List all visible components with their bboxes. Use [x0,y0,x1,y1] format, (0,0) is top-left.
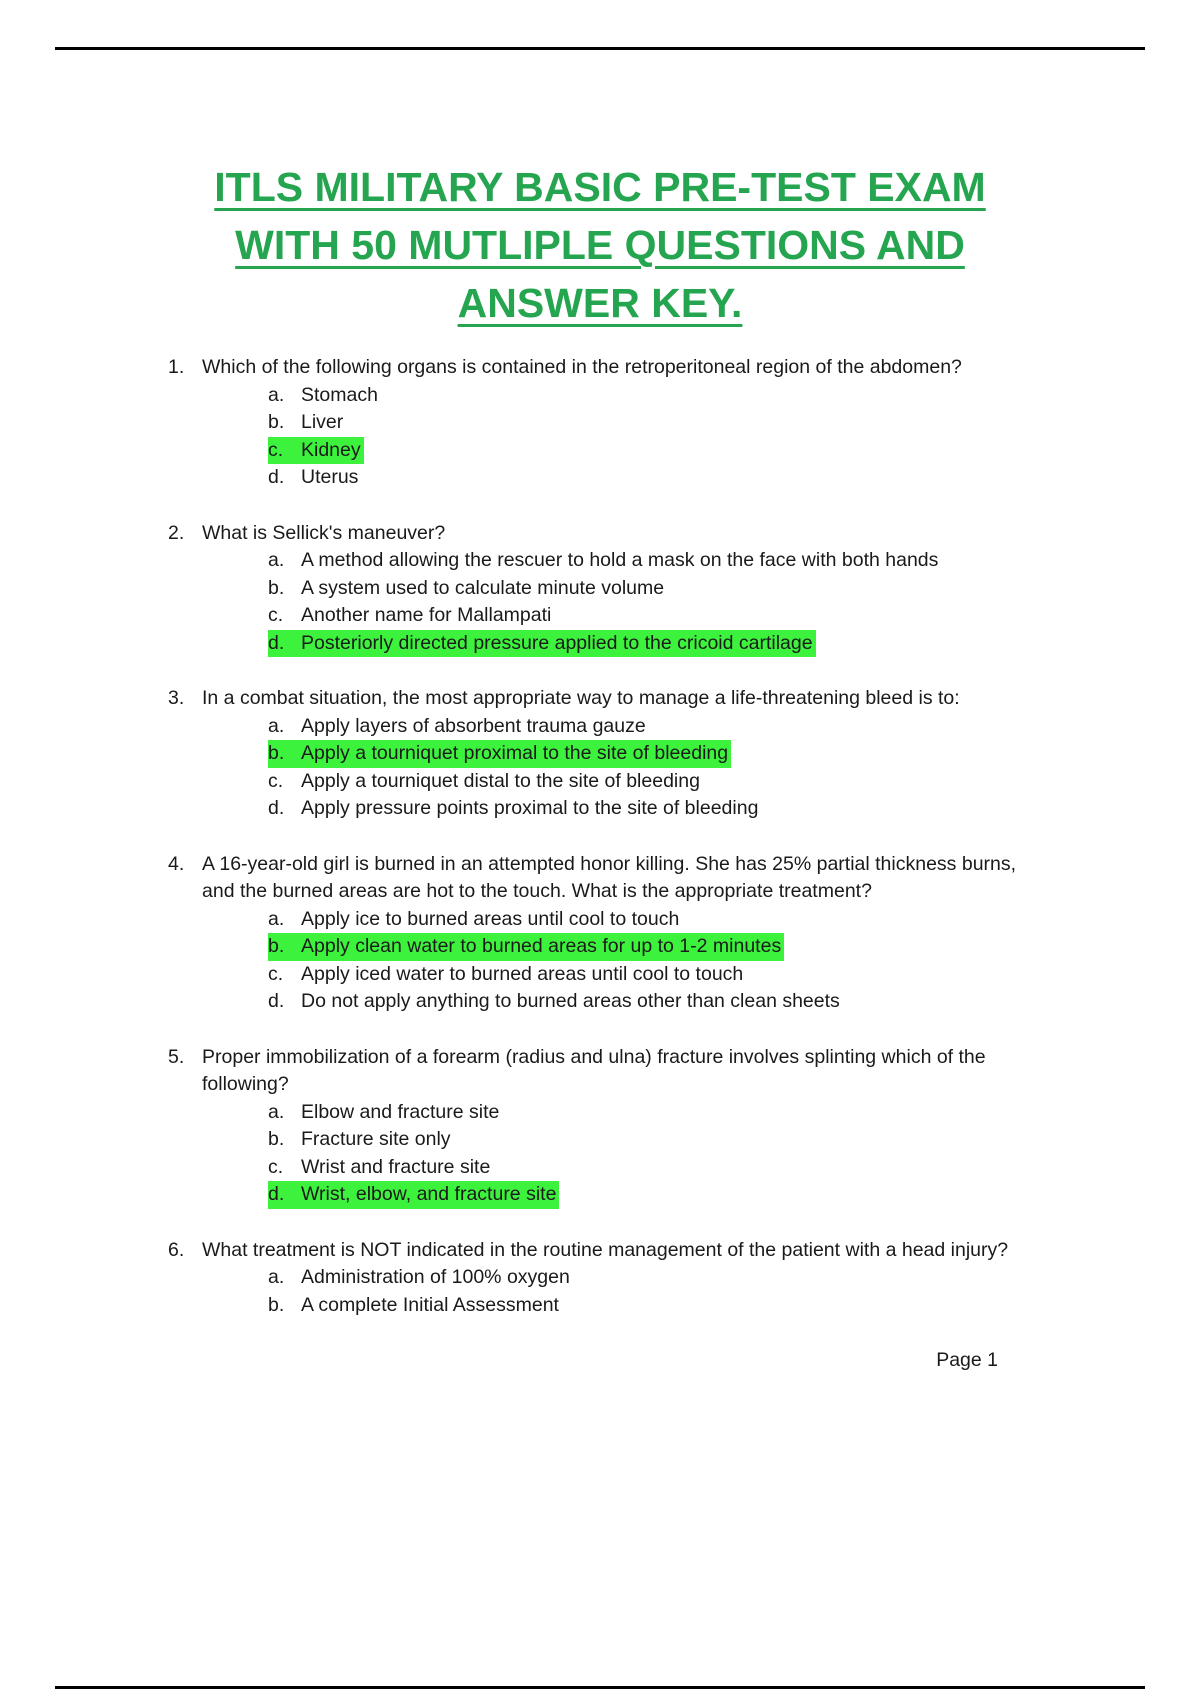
question-item [168,520,1036,658]
question-text: In a combat situation, the most appropriate way to manage a life-threatening bleed is to: [202,687,960,709]
options-list [268,547,1036,657]
question-header [168,685,1036,713]
option-row [268,988,840,1016]
option-row [268,547,938,575]
option-text: Apply clean water to burned areas for up to 1-2 minutes [301,935,782,957]
page-title-line-1: ITLS MILITARY BASIC PRE-TEST EXAM [214,164,986,210]
option-text: Apply layers of absorbent trauma gauze [301,714,646,737]
option-letter: b. [268,742,285,764]
question-header [168,1237,1036,1265]
option-letter: d. [268,990,285,1012]
option-row [268,795,758,823]
option-row [268,409,343,437]
option-letter: d. [268,466,285,488]
page-footer: Page 1 [936,1349,998,1371]
options-list [268,382,1036,492]
question-text: A 16-year-old girl is burned in an attempted honor killing. She has 25% partial thickness burns, and the burned areas are hot to the touch. What is the appropriate treatment? [202,852,1017,902]
option-letter: a. [268,549,285,571]
option-letter: a. [268,907,285,930]
option-text: Wrist, elbow, and fracture site [301,1183,557,1205]
option-text: Do not apply anything to burned areas other than clean sheets [301,990,840,1012]
option-text: A system used to calculate minute volume [301,576,665,599]
option-letter: b. [268,1128,285,1150]
option-letter: c. [268,1155,284,1178]
question-header [168,520,1036,548]
option-text: Posteriorly directed pressure applied to the cricoid cartilage [301,631,813,654]
question-item [168,1237,1036,1320]
option-text: Administration of 100% oxygen [301,1266,570,1288]
option-text: Fracture site only [301,1128,451,1150]
option-row [268,575,664,603]
option-text: Stomach [301,383,378,406]
question-number: 5. [168,1045,185,1068]
question-item [168,354,1036,492]
option-text: A method allowing the rescuer to hold a mask on the face with both hands [301,549,939,571]
option-text: Uterus [301,466,359,488]
option-row [268,961,743,989]
question-number: 4. [168,852,185,875]
option-text: Another name for Mallampati [301,604,552,626]
option-letter: c. [268,604,284,626]
question-number: 2. [168,521,185,544]
options-list [268,906,1036,1016]
option-letter: a. [268,714,285,737]
option-text: Wrist and fracture site [301,1155,491,1178]
option-text: Apply a tourniquet distal to the site of bleeding [301,769,700,792]
option-letter: d. [268,797,285,819]
options-list [268,1099,1036,1209]
option-letter: d. [268,631,285,654]
question-header [168,354,1036,382]
option-row [268,1099,499,1127]
option-letter: c. [268,962,284,985]
option-letter: b. [268,576,285,599]
option-text: Apply a tourniquet proximal to the site of bleeding [301,742,729,764]
top-rule [55,47,1145,50]
question-text: What is Sellick's maneuver? [202,521,446,544]
question-number: 6. [168,1238,185,1261]
option-row [268,1264,570,1292]
question-text: What treatment is NOT indicated in the routine management of the patient with a head injury? [202,1238,1009,1261]
question-text: Proper immobilization of a forearm (radius and ulna) fracture involves splinting which of the following? [202,1045,986,1095]
option-text: Elbow and fracture site [301,1100,500,1123]
option-letter: c. [268,769,284,792]
option-row [268,382,378,410]
option-letter: a. [268,1266,285,1288]
questions-list [168,332,1036,1319]
question-header [168,1044,1036,1099]
page-title-line-2: WITH 50 MUTLIPLE QUESTIONS AND [235,222,965,268]
question-item [168,851,1036,1016]
option-text: Apply iced water to burned areas until cool to touch [301,962,744,985]
option-letter: a. [268,383,285,406]
option-letter: b. [268,935,285,957]
option-text: Apply pressure points proximal to the site of bleeding [301,797,759,819]
option-row [268,1292,559,1320]
question-number: 1. [168,356,185,378]
option-letter: b. [268,411,285,433]
bottom-rule [55,1686,1145,1689]
option-row [268,1154,490,1182]
option-row [268,906,679,934]
option-row-correct-answer [268,740,731,768]
option-row [268,768,700,796]
option-text: Kidney [301,438,361,461]
option-row [268,602,551,630]
option-text: Apply ice to burned areas until cool to touch [301,907,680,930]
option-letter: b. [268,1293,285,1316]
option-text: A complete Initial Assessment [301,1293,559,1316]
option-row-correct-answer [268,1181,559,1209]
option-letter: a. [268,1100,285,1123]
question-text: Which of the following organs is contained in the retroperitoneal region of the abdomen? [202,356,962,378]
option-row-correct-answer [268,630,816,658]
option-row [268,464,358,492]
option-row [268,713,646,741]
question-number: 3. [168,687,185,709]
question-header [168,851,1036,906]
option-row-correct-answer [268,437,364,465]
option-letter: c. [268,438,284,461]
options-list [268,1264,1036,1319]
page-title-line-3: ANSWER KEY. [457,280,743,326]
option-letter: d. [268,1183,285,1205]
option-row-correct-answer [268,933,784,961]
options-list [268,713,1036,823]
question-item [168,685,1036,823]
option-row [268,1126,451,1154]
option-text: Liver [301,411,344,433]
question-item [168,1044,1036,1209]
